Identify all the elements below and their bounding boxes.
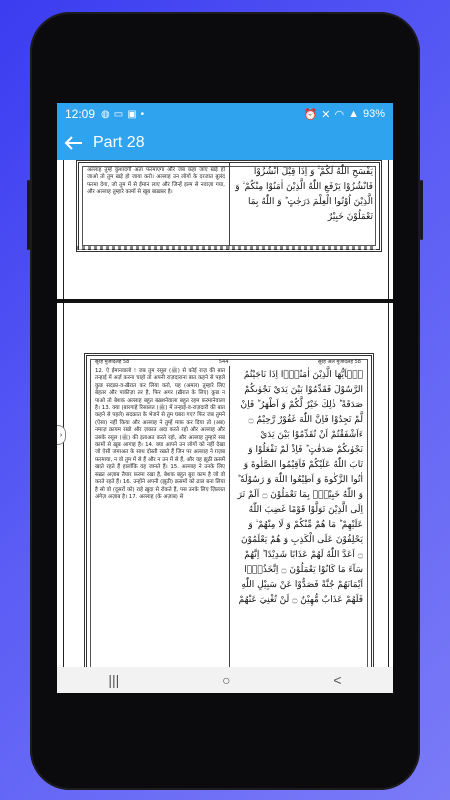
status-bar — [57, 103, 393, 125]
wifi-icon: ◠ — [334, 108, 345, 121]
page-2-arabic-text: يٰۤاَيُّهَا الَّذِيْنَ اٰمَنُوْۤا اِذَا نَاجَيْتُمُ الرَّسُوْلَ فَقَدِّمُوْا بَيْنَ يَدَيْ نَجْوٰىكُمْ صَدَقَةً ؕ ذٰلِكَ خَيْرٌ لَّكُمْ وَ اَطْهَرُ ؕ فَاِنْ لَّمْ تَجِدُوْا فَاِنَّ اللّٰهَ غَفُوْرٌ رَّحِيْمٌ ۝ ءَاَشْفَقْتُمْ اَنْ تُقَدِّمُوْا بَيْنَ يَدَيْ نَجْوٰىكُمْ صَدَقٰتٍ ؕ فَاِذْ لَمْ تَفْعَلُوْا وَ تَابَ اللّٰهُ عَلَيْكُمْ فَاَقِيْمُوا الصَّلٰوةَ وَ اٰتُوا الزَّكٰوةَ وَ اَطِيْعُوا اللّٰهَ وَ رَسُوْلَهٗ ؕ وَ اللّٰهُ خَبِيْرٌۢ بِمَا تَعْمَلُوْنَ ۝ اَلَمْ تَرَ اِلَى الَّذِيْنَ تَوَلَّوْا قَوْمًا غَضِبَ اللّٰهُ عَلَيْهِمْ ؕ مَا هُمْ مِّنْكُمْ وَ لَا مِنْهُمْ ۙ وَ يَحْلِفُوْنَ عَلَى الْكَذِبِ وَ هُمْ يَعْلَمُوْنَ ۝ اَعَدَّ اللّٰهُ لَهُمْ عَذَابًا شَدِيْدًا ؕ اِنَّهُمْ سَآءَ مَا كَانُوْا يَعْمَلُوْنَ ۝ اِتَّخَذُوْۤا اَيْمَانَهُمْ جُنَّةً فَصَدُّوْا عَنْ سَبِيْلِ اللّٰهِ فَلَهُمْ عَذَابٌ مُّهِيْنٌ ۝ لَنْ تُغْنِيَ عَنْهُمْ — [237, 370, 363, 605]
header-right: सूरह अल मुजादलह 58 — [317, 359, 361, 365]
page-title: Part 28 — [93, 133, 145, 151]
header-left: सूरह मुजादलह 58 — [95, 359, 130, 365]
pdf-page-1 — [63, 160, 389, 299]
volume-button — [27, 180, 30, 250]
page-1-border-ornament — [76, 246, 376, 250]
dot-icon: • — [140, 108, 145, 120]
signal-icon: ▲ — [348, 108, 359, 120]
recents-button[interactable]: ||| — [108, 672, 120, 688]
page-2-frame — [84, 353, 374, 679]
image-icon: ▣ — [127, 108, 137, 120]
system-nav-bar — [57, 667, 393, 693]
page-2-hindi-text: 12. ऐ ईमानवालो ! जब तुम रसूल (ﷺ) से कोई राज़ की बात तन्हाई में अर्ज़ करना चाहो तो अपनी राज़दाराना बात कहने से पहले कुछ सदक़ा-व-ख़ैरात कर लिया करो, यह (अमल) तुम्हारे लिए बेहतर और पाकीज़ा तर है, फिर अगर (ख़ैरात के लिए) कुछ न पाओ तो बेशक अल्लाह बहुत बख़्शनेवाला बहुत रहम फ़रमानेवाला है। 13. क्या (बारगाहे रिसालत (ﷺ) में तन्हाई-व-राज़दारी की बात कहने से पहले) सदक़ात के भेजने से तुम घबरा गए? फिर जब तुमने (ऐसा) नहीं किया और अल्लाह ने तुम्हें माफ़ कर दिया तो (अब) नमाज़ क़ायम रखो और ज़कात अदा करते रहो और अल्लाह और उसके रसूल (ﷺ) की इताअत करते रहो, और अल्लाह तुम्हारे सब कामों से ख़ूब आगाह है। 14. क्या आपने उन लोगों को नहीं देखा जो ऐसी जमाअत के साथ दोस्ती रखते हैं जिन पर अल्लाह ने ग़ज़ब फ़रमाया, न वो तुम में से हैं और न उन में से हैं, और वह झूठी क़समें खाते रहते हैं हालाँकि वह जानते हैं। 15. अल्लाह ने उनके लिए सख़्त अज़ाब तैयार फ़रमा रखा है, बेशक बहुत बुरा काम है जो वो करते रहते हैं। 16. उन्होंने अपनी (झूठी) क़समों को ढाल बना लिया है सो वो (दूसरों को) राहे ख़ुदा से रोकते हैं, पस उनके लिए ज़िल्लत अंगेज़ अज़ाब है। 17. अल्लाह (के अज़ाब) से — [95, 368, 226, 500]
page-1-arabic-text: يَفْسَحِ اللّٰهُ لَكُمْ ۚ وَ اِذَا قِيْلَ انْشُزُوْا فَانْشُزُوْا يَرْفَعِ اللّٰهُ الَّذِيْنَ اٰمَنُوْا مِنْكُمْ ۙ وَ الَّذِيْنَ اُوْتُوا الْعِلْمَ دَرَجٰتٍ ؕ وَ اللّٰهُ بِمَا تَعْمَلُوْنَ خَبِيْرٌ — [235, 167, 373, 222]
page-1-frame — [76, 160, 382, 252]
page-2-header — [95, 359, 361, 365]
app-screen — [57, 103, 393, 693]
mute-icon: ✕ — [321, 108, 331, 121]
scroll-handle[interactable]: › — [57, 425, 66, 445]
back-arrow-icon[interactable] — [63, 132, 85, 154]
status-right — [304, 108, 385, 121]
pdf-viewer[interactable] — [57, 160, 393, 667]
power-button — [420, 180, 423, 240]
home-button[interactable]: ○ — [222, 672, 231, 688]
alarm-icon: ⏰ — [303, 108, 318, 121]
pdf-page-2 — [63, 303, 389, 667]
app-bar — [57, 125, 393, 160]
back-button[interactable]: < — [333, 672, 342, 688]
status-time: 12:09 — [65, 107, 96, 121]
chat-icon: ▭ — [113, 108, 124, 120]
page-1-hindi-text: अल्लाह तुम्हें कुशादगी अता फरमाएगा और जब कहा जाए खड़े हो जाओ तो तुम खड़े हो जाया करो। अल्लाह उन लोगों के दरजात बुलंद फरमा देगा, जो तुम में से ईमान लाए और जिन्हें इल्म से नवाज़ा गया, और अल्लाह तुम्हारे कामों से खूब बाख़बर है। — [87, 167, 225, 196]
header-page-number: 544 — [218, 359, 229, 365]
battery-level: 93% — [362, 108, 385, 120]
whatsapp-icon: ◍ — [101, 108, 110, 120]
